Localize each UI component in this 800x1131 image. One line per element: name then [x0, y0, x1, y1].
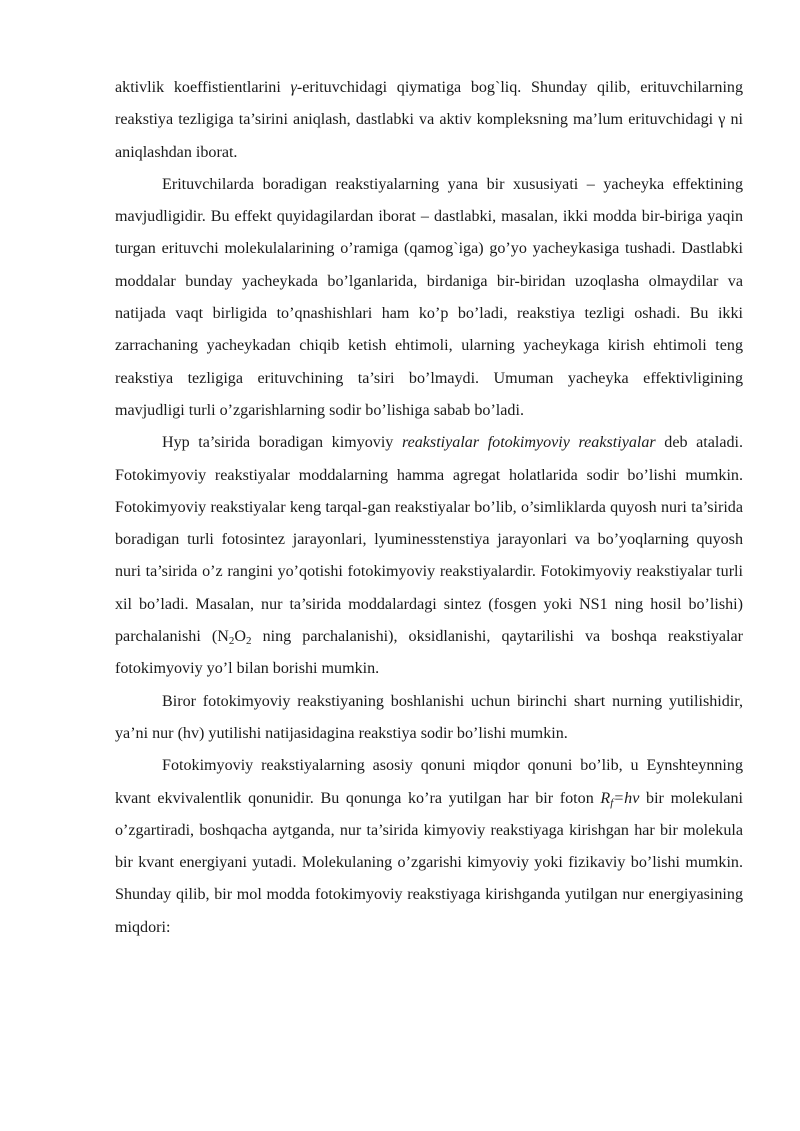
formula-subscript-f: f [610, 796, 614, 809]
p3-text-c: ning parchalanishi), oksidlanishi, qaytarilishi va boshqa reakstiyalar fotokimyoviy yo’l bilan borishi mumkin. [115, 628, 743, 678]
p5-text-a: Fotokimyoviy reakstiyalarning asosiy qonuni miqdor qonuni bo’lib, u Eynshteynning kvant ekvivalentlik qonunidir. Bu qonunga ko’ra yutilgan har bir foton [115, 757, 743, 807]
p5-text-b: bir molekulani o’zgartiradi, boshqacha aytganda, nur ta’sirida kimyoviy reakstiyaga kirishgan har bir molekula bir kvant energiyani yutadi. Molekulaning o’zgarishi kimyoviy yoki fizikaviy bo’lishi mumkin. Shunday qilib, bir mol modda fotokimyoviy reakstiyaga kirishganda yutilgan nur energiyasining miqdori: [115, 789, 743, 936]
paragraph-5 [115, 750, 743, 944]
p3-text-a: Hyp ta’sirida boradigan kimyoviy [162, 434, 402, 452]
p3-subscript-2: 2 [246, 635, 252, 648]
paragraph-1 [115, 72, 743, 169]
p1-text-a: aktivlik koeffistientlarini [115, 79, 291, 96]
paragraph-4: Biror fotokimyoviy reakstiyaning boshlanishi uchun birinchi shart nurning yutilishidir, ya’ni nur (hv) yutilishi natijasidagina reakstiya sodir bo’lishi mumkin. [115, 692, 743, 742]
gamma-symbol: γ [290, 79, 297, 96]
paragraph-2: Erituvchilarda boradigan reakstiyalarning yana bir xususiyati – yacheyka effektining mavjudligidir. Bu effekt quyidagilardan iborat – dastlabki, masalan, ikki modda bir-biriga yaqin turgan erituvchi molekulalarining o’ramiga (qamog`iga) go’yo yacheykasiga tushadi. Dastlabki moddalar bunday yacheykada bo’lganlarida, birdaniga bir-biridan uzoqlasha olmaydilar va natijada vaqt birligida to’qnashishlari ham ko’p bo’ladi, reakstiya tezligi oshadi. Bu ikki zarrachaning yacheykadan chiqib ketish ehtimoli, ularning yacheykaga kirish ehtimoli teng reakstiya tezligiga erituvchining ta’siri bo’lmaydi. Umuman yacheyka effektivligining mavjudligi turli o’zgarishlarning sodir bo’lishiga sabab bo’ladi. [115, 175, 743, 419]
paragraph-3 [115, 427, 743, 685]
formula-r: R [600, 789, 611, 807]
p3-subscript-1: 2 [228, 635, 235, 648]
p3-text-b: deb ataladi. Fotokimyoviy reakstiyalar moddalarning hamma agregat holatlarida sodir bo’lishi mumkin. Fotokimyoviy reakstiyalar keng tarqal-gan reakstiyalar bo’lib, o’simliklarda quyosh nuri ta’sirida boradigan turli fotosintez jarayonlari, lyuminesstenstiya jarayonlari va bo’yoqlarning quyosh nuri ta’sirida o’z rangini yo’qotishi fotokimyoviy reakstiyalardir. Fotokimyoviy reakstiyalar turli xil bo’ladi. Masalan, nur ta’sirida moddalardagi sintez (fosgen yoki NS1 ning hosil bo’lishi) parchalanishi (N [115, 434, 744, 646]
p3-text-mid: O [234, 628, 246, 646]
document-page [115, 72, 743, 944]
p3-italic-term: reakstiyalar fotokimyoviy reakstiyalar [401, 434, 656, 452]
p1-text-b: -erituvchidagi qiymatiga bog`liq. Shunday qilib, erituvchilarning reakstiya tezligiga ta’sirini aniqlash, dastlabki va aktiv kompleksning ma’lum erituvchidagi γ ni aniqlashdan iborat. [115, 79, 744, 161]
formula-hv: =hν [613, 789, 640, 807]
